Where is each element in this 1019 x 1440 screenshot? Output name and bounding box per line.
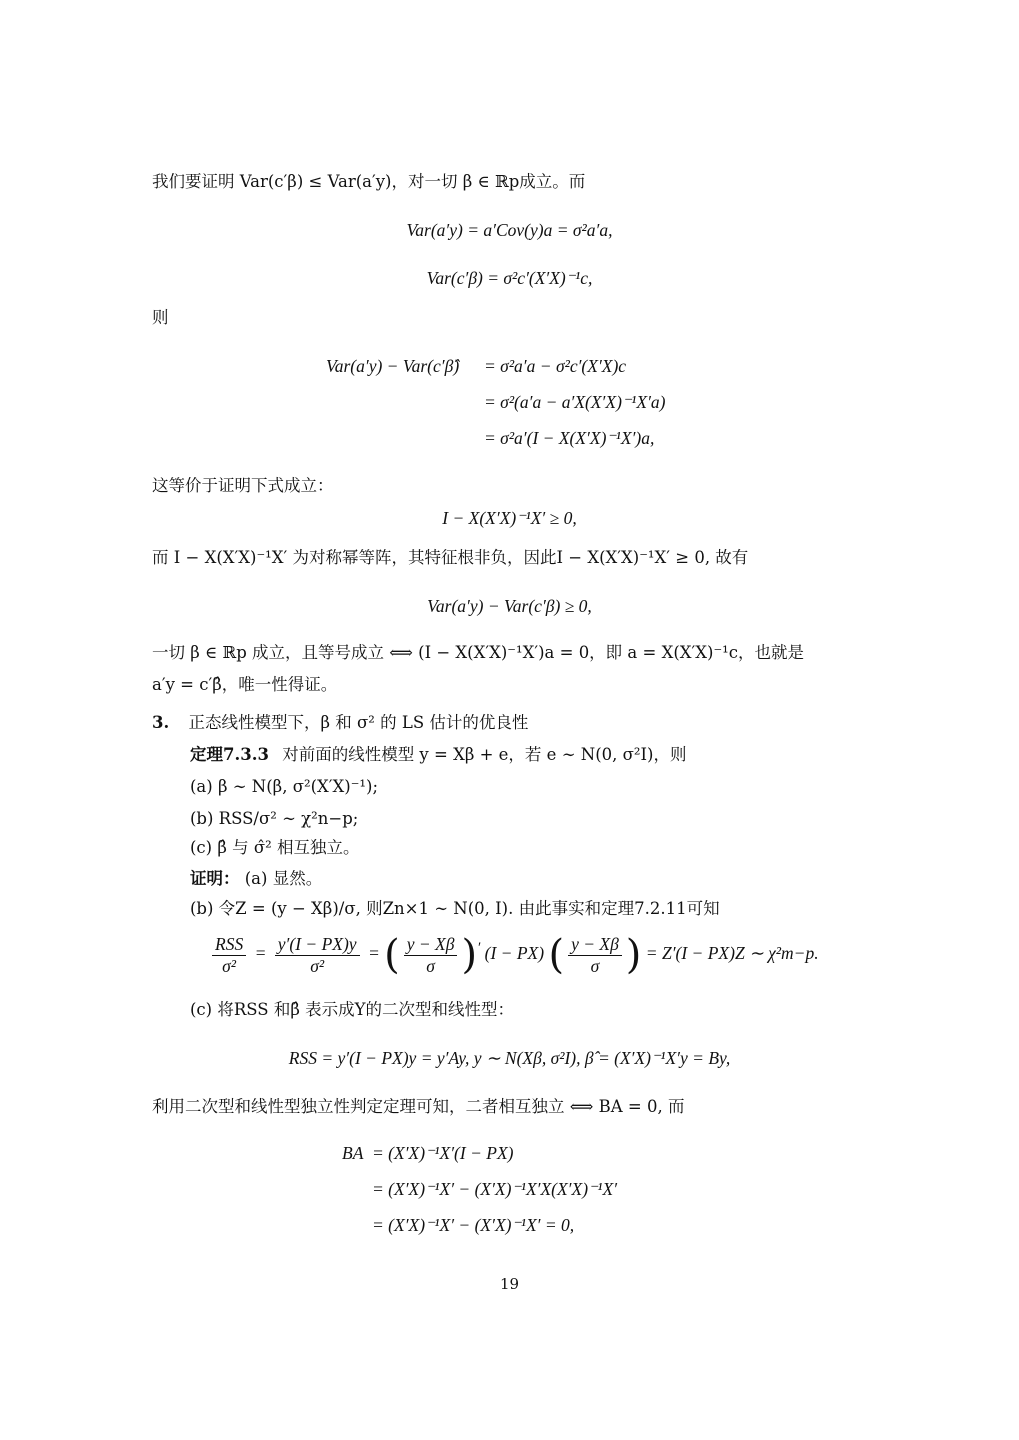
fraction-standardized-left	[404, 934, 458, 977]
proof-part-b: (b) 令Z = (y − Xβ)/σ, 则Zn×1 ∼ N(0, I). 由此事实和定理7.2.11可知	[190, 899, 720, 918]
fraction-standardized-left-numerator: y − Xβ	[404, 934, 458, 956]
section-title: 正态线性模型下，β 和 σ² 的 LS 估计的优良性	[188, 713, 529, 732]
fraction-standardized-right-numerator: y − Xβ	[568, 934, 622, 956]
equation-rss-chi-square: $\frac{\text{RSS}}{\text{σ²}}$ = $\frac{y'(I - PX)y}{\text{σ²}}$ = ( $\frac{y - X\beta}{\sigma}$ )′ (I − PX) ( $\frac{y - X\beta}{\sigma}$ ) = Z′(I − PX)Z ∼ χ²m−p.	[208, 932, 819, 978]
equation-aligned-row-3: = σ²a′(I − X(X′X)⁻¹X′)a,	[484, 428, 655, 448]
equation-ba-row-1: = (X′X)⁻¹X′(I − PX)	[372, 1143, 514, 1163]
paragraph-equality-1: 一切 β ∈ ℝp 成立，且等号成立 ⟺ (I − X(X′X)⁻¹X′)a = 0，即 a = X(X′X)⁻¹c，也就是	[152, 643, 805, 662]
page-number: 19	[499, 1275, 520, 1293]
proof-part-c: (c) 将RSS 和β̂ 表示成Y的二次型和线性型：	[190, 1000, 515, 1019]
paragraph-equivalent: 这等价于证明下式成立：	[152, 476, 334, 495]
fraction-quadratic-denominator: σ²	[310, 955, 325, 976]
equation-aligned-row-2: = σ²(a′a − a′X(X′X)⁻¹X′a)	[484, 392, 666, 412]
theorem-text: 对前面的线性模型 y = Xβ + e，若 e ∼ N(0, σ²I)，则	[282, 745, 687, 764]
fraction-rss	[212, 934, 246, 977]
fraction-quadratic-numerator: y′(I − PX)y	[275, 934, 360, 956]
theorem-label: 定理7.3.3	[190, 745, 269, 764]
equation-rss-linear: RSS = y′(I − PX)y = y′Ay, y ∼ N(Xβ, σ²I), β̂ = (X′X)⁻¹X′y = By,	[288, 1048, 731, 1068]
equation-var-ay: Var(a′y) = a′Cov(y)a = σ²a′a,	[406, 220, 613, 240]
equation-ba-row-3: = (X′X)⁻¹X′ − (X′X)⁻¹X′ = 0,	[372, 1215, 575, 1235]
paragraph-intro: 我们要证明 Var(c′β) ≤ Var(a′y)，对一切 β ∈ ℝp成立。而	[152, 172, 586, 191]
paragraph-then: 则	[152, 308, 169, 327]
equation-ba-lhs: BA	[342, 1143, 364, 1163]
theorem-statement	[190, 745, 686, 765]
fraction-quadratic	[275, 934, 360, 977]
fraction-standardized-right	[568, 934, 622, 977]
proof-label: 证明：	[190, 869, 240, 888]
proof-start	[190, 869, 322, 889]
paragraph-equality-2: a′y = c′β̂，唯一性得证。	[152, 675, 338, 694]
fraction-standardized-left-denominator: σ	[426, 955, 435, 976]
equation-aligned-lhs: Var(a′y) − Var(c′β̂)	[326, 356, 460, 376]
theorem-item-c: (c) β̂ 与 σ̂² 相互独立。	[190, 838, 360, 857]
projection-term: (I − PX)	[484, 943, 545, 964]
paragraph-idempotent: 而 I − X(X′X)⁻¹X′ 为对称幂等阵，其特征根非负，因此I − X(X′X)⁻¹X′ ≥ 0, 故有	[152, 548, 749, 567]
equation-var-difference: Var(a′y) − Var(c′β) ≥ 0,	[427, 596, 592, 616]
fraction-rss-denominator: σ²	[222, 955, 237, 976]
fraction-rss-numerator: RSS	[212, 934, 246, 956]
paragraph-independence: 利用二次型和线性型独立性判定定理可知，二者相互独立 ⟺ BA = 0, 而	[152, 1097, 685, 1116]
equation-var-cbeta: Var(c′β) = σ²c′(X′X)⁻¹c,	[426, 268, 593, 288]
equation-inequality: I − X(X′X)⁻¹X′ ≥ 0,	[442, 508, 577, 528]
theorem-item-a: (a) β ∼ N(β, σ²(X′X)⁻¹);	[190, 777, 379, 796]
proof-part-a: (a) 显然。	[244, 869, 323, 888]
theorem-item-b: (b) RSS/σ² ∼ χ²n−p;	[190, 809, 359, 828]
section-number: 3.	[152, 713, 170, 732]
fraction-standardized-right-denominator: σ	[590, 955, 600, 976]
section-heading	[152, 713, 528, 733]
equation-ba-row-2: = (X′X)⁻¹X′ − (X′X)⁻¹X′X(X′X)⁻¹X′	[372, 1179, 618, 1199]
equation-aligned-row-1: = σ²a′a − σ²c′(X′X)c	[484, 356, 627, 376]
equation-tail: = Z′(I − PX)Z ∼ χ²m−p.	[645, 943, 819, 964]
